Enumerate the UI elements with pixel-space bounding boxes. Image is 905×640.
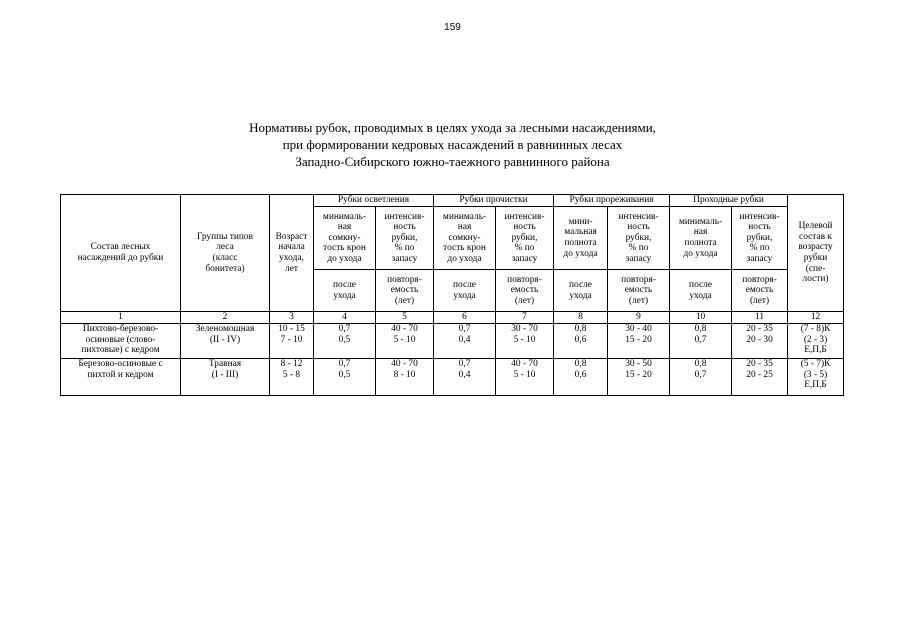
cell-value: 0,7 0,5 bbox=[314, 359, 376, 396]
header-clearing-intensity: интенсив- ность рубки, % по запасу bbox=[496, 207, 554, 270]
title-line-3: Западно-Сибирского южно-таежного равнинного района bbox=[295, 154, 610, 169]
header-passing-after: после ухода bbox=[670, 270, 732, 312]
header-cleaning-min-density: минималь- ная сомкну- тость крон до ухода bbox=[314, 207, 376, 270]
cell-value: 30 - 70 5 - 10 bbox=[496, 324, 554, 359]
column-number: 11 bbox=[732, 312, 788, 324]
column-number: 12 bbox=[788, 312, 844, 324]
cell-forest-type: Травная (I - III) bbox=[181, 359, 270, 396]
page-number: 159 bbox=[444, 22, 461, 33]
column-numbers-row bbox=[61, 312, 844, 324]
cell-value: 0,7 0,4 bbox=[434, 324, 496, 359]
cell-forest-type: Зеленомошная (II - IV) bbox=[181, 324, 270, 359]
header-group-cleaning: Рубки осветления bbox=[314, 195, 434, 207]
header-clearing-min-density: минималь- ная сомкну- тость крон до ухода bbox=[434, 207, 496, 270]
cell-value: 30 - 40 15 - 20 bbox=[608, 324, 670, 359]
header-age: Возраст начала ухода, лет bbox=[270, 195, 314, 312]
header-cleaning-intensity: интенсив- ность рубки, % по запасу bbox=[376, 207, 434, 270]
cell-value: 0,8 0,7 bbox=[670, 324, 732, 359]
header-cleaning-after: после ухода bbox=[314, 270, 376, 312]
column-number: 8 bbox=[554, 312, 608, 324]
cell-composition: Березово-осиновые с пихтой и кедром bbox=[61, 359, 181, 396]
title-line-2: при формировании кедровых насаждений в равнинных лесах bbox=[282, 137, 623, 152]
header-composition: Состав лесных насаждений до рубки bbox=[61, 195, 181, 312]
column-number: 6 bbox=[434, 312, 496, 324]
cell-value: 0,8 0,7 bbox=[670, 359, 732, 396]
cell-value: 0,8 0,6 bbox=[554, 359, 608, 396]
cell-value: 40 - 70 5 - 10 bbox=[496, 359, 554, 396]
header-passing-intensity: интенсив- ность рубки, % по запасу bbox=[732, 207, 788, 270]
header-thinning-intensity: интенсив- ность рубки, % по запасу bbox=[608, 207, 670, 270]
header-clearing-repeat: повторя- емость (лет) bbox=[496, 270, 554, 312]
cell-target: (5 - 7)К (3 - 5) Е,П,Б bbox=[788, 359, 844, 396]
cell-value: 40 - 70 5 - 10 bbox=[376, 324, 434, 359]
header-thinning-after: после ухода bbox=[554, 270, 608, 312]
header-thinning-min-density: мини- мальная полнота до ухода bbox=[554, 207, 608, 270]
title-line-1: Нормативы рубок, проводимых в целях ухода за лесными насаждениями, bbox=[249, 120, 656, 135]
column-number: 3 bbox=[270, 312, 314, 324]
cell-value: 30 - 50 15 - 20 bbox=[608, 359, 670, 396]
cell-value: 20 - 35 20 - 25 bbox=[732, 359, 788, 396]
header-group-clearing: Рубки прочистки bbox=[434, 195, 554, 207]
column-number: 1 bbox=[61, 312, 181, 324]
cell-age: 10 - 15 7 - 10 bbox=[270, 324, 314, 359]
table-row bbox=[61, 324, 844, 359]
header-group-passing: Проходные рубки bbox=[670, 195, 788, 207]
cell-value: 20 - 35 20 - 30 bbox=[732, 324, 788, 359]
header-passing-min-density: минималь- ная полнота до ухода bbox=[670, 207, 732, 270]
cell-target: (7 - 8)К (2 - 3) Е,П,Б bbox=[788, 324, 844, 359]
header-thinning-repeat: повторя- емость (лет) bbox=[608, 270, 670, 312]
document-title bbox=[0, 119, 905, 170]
cell-value: 0,7 0,5 bbox=[314, 324, 376, 359]
header-passing-repeat: повторя- емость (лет) bbox=[732, 270, 788, 312]
header-row-groups bbox=[61, 195, 844, 207]
cell-age: 8 - 12 5 - 8 bbox=[270, 359, 314, 396]
column-number: 7 bbox=[496, 312, 554, 324]
column-number: 2 bbox=[181, 312, 270, 324]
column-number: 9 bbox=[608, 312, 670, 324]
column-number: 10 bbox=[670, 312, 732, 324]
cell-value: 40 - 70 8 - 10 bbox=[376, 359, 434, 396]
column-number: 4 bbox=[314, 312, 376, 324]
cell-value: 0,7 0,4 bbox=[434, 359, 496, 396]
table-row bbox=[61, 359, 844, 396]
cell-composition: Пихтово-березово- осиновые (слово- пихтовые) с кедром bbox=[61, 324, 181, 359]
column-number: 5 bbox=[376, 312, 434, 324]
header-cleaning-repeat: повторя- емость (лет) bbox=[376, 270, 434, 312]
header-clearing-after: после ухода bbox=[434, 270, 496, 312]
norms-table bbox=[60, 194, 844, 396]
header-target: Целевой состав к возрасту рубки (спе- лости) bbox=[788, 195, 844, 312]
header-forest-type: Группы типов леса (класс бонитета) bbox=[181, 195, 270, 312]
cell-value: 0,8 0,6 bbox=[554, 324, 608, 359]
header-group-thinning: Рубки прореживания bbox=[554, 195, 670, 207]
